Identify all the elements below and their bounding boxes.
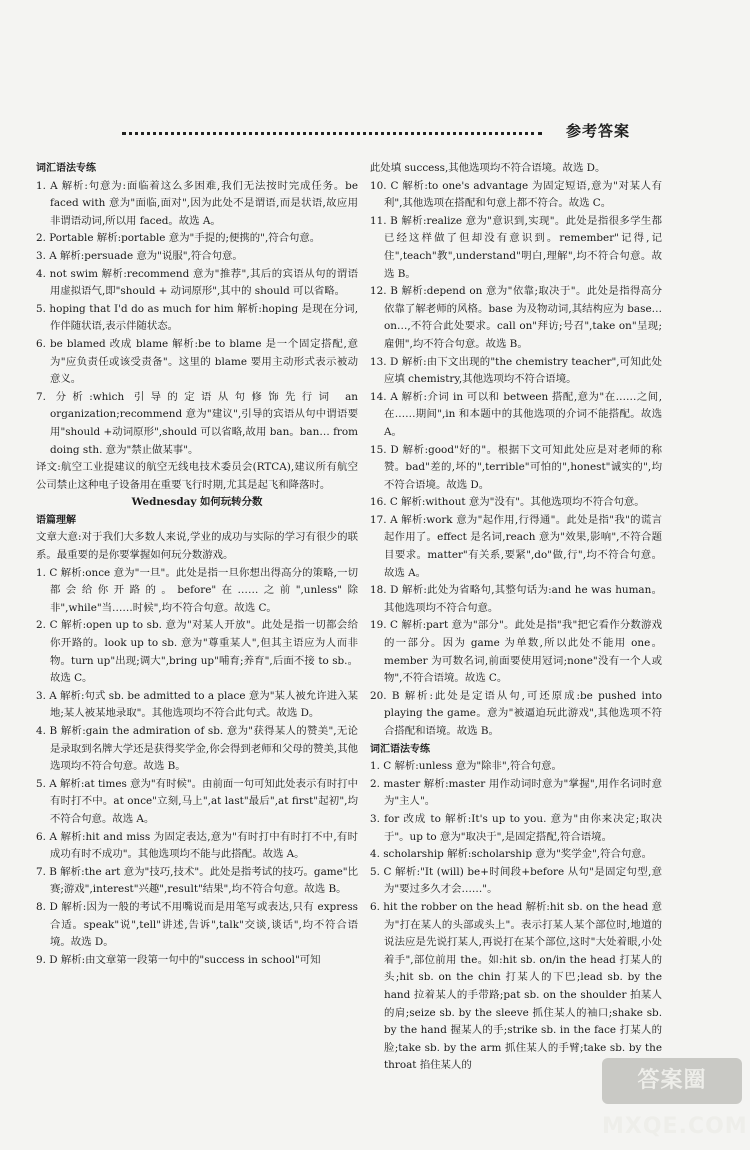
dotted-rule	[122, 132, 542, 135]
section-heading: 词汇语法专练	[36, 163, 96, 174]
answer-item: 14. A 解析:介词 in 可以和 between 搭配,意为"在……之间,在……期间",in 和本题中的其他选项的介词不能搭配。故选 A。	[370, 390, 662, 438]
answer-item: 9. D 解析:由文章第一段第一句中的"success in school"可知	[36, 953, 321, 966]
answer-item: 3. A 解析:句式 sb. be admitted to a place 意为"某人被允许进入某地;某人被某地录取"。其他选项均不符合此句式。故选 D。	[36, 689, 358, 720]
answer-item: 20. B 解析:此处是定语从句,可还原成:be pushed into playing the game。意为"被逼迫玩此游戏",其他选项不符合搭配和语境。故选 B。	[370, 689, 662, 737]
answer-item: 15. D 解析:good"好的"。根据下文可知此处应是对老师的称赞。bad"差的,坏的",terrible"可怕的",honest"诚实的",均不符合语境。故选 D。	[370, 443, 662, 491]
answer-item: 2. C 解析:open up to sb. 意为"对某人开放"。此处是指一切都会给你开路的。look up to sb. 意为"尊重某人",但其主语应为人而非物。turn up"出现;调大",bring up"哺育;养育",后面不接 to sb.。故选 C。	[36, 619, 358, 685]
answer-item: 17. A 解析:work 意为"起作用,行得通"。此处是指"我"的谎言起作用了。effect 是名词,reach 意为"效果,影响",不符合题目要求。matter"有关系,要紧",do"做,行",均不符合句意。故选 A。	[370, 513, 662, 579]
answer-item: 11. B 解析:realize 意为"意识到,实现"。此处是指很多学生都已经这样做了但却没有意识到。remember"记得,记住",teach"教",understand"明白,理解",均不符合句意。故选 B。	[370, 214, 662, 280]
page-header	[0, 118, 750, 148]
answer-item: 10. C 解析:to one's advantage 为固定短语,意为"对某人有利",其他选项在搭配和句意上都不符合。故选 C。	[370, 179, 662, 210]
answer-item: 7. B 解析:the art 意为"技巧,技术"。此处是指考试的技巧。game"比赛;游戏",interest"兴趣",result"结果",均不符合句意。故选 B。	[36, 865, 358, 896]
header-title: 参考答案	[566, 122, 631, 140]
answer-item: 5. C 解析:"It (will) be+时间段+before 从句"是固定句型,意为"要过多久才会……"。	[370, 865, 662, 896]
answer-item: 18. D 解析:此处为省略句,其整句话为:and he was human。其他选项均不符合句意。	[370, 584, 662, 614]
answer-item: 16. C 解析:without 意为"没有"。其他选项均不符合句意。	[370, 496, 645, 509]
answer-item: 19. C 解析:part 意为"部分"。此处是指"我"把它看作分数游戏的一部分。因为 game 为单数,所以此处不能用 one。member 为可数名词,前面要使用冠词;none"没有一个人或物",不符合语境。故选 C。	[370, 619, 662, 685]
answer-item: 1. C 解析:once 意为"一旦"。此处是指一旦你想出得高分的策略,一切都会给你开路的。before"在……之前",unless"除非",while"当……时候",均不符合句意。故选 C。	[36, 566, 358, 614]
answer-item: 1. A 解析:句意为:面临着这么多困难,我们无法按时完成任务。be faced with 意为"面临,面对",因为此处不是谓语,而是状语,故应用非谓语动词,所以用 faced。故选 A。	[36, 179, 358, 227]
answer-item: 12. B 解析:depend on 意为"依靠;取决于"。此处是指得高分依靠了解老师的风格。base 为及物动词,其结构应为 base…on…,不符合此处要求。call on"拜访;号召",take on"呈现;雇佣",均不符合句意。故选 B。	[370, 285, 662, 350]
paragraph: 此处填 success,其他选项均不符合语境。故选 D。	[370, 162, 606, 174]
right-column	[370, 160, 662, 1075]
paragraph: 译文:航空工业提建议的航空无线电技术委员会(RTCA),建议所有航空公司禁止这种电子设备用在重要飞行时期,尤其是起飞和降落时。	[36, 461, 358, 491]
paragraph: 文章大意:对于我们大多数人来说,学业的成功与实际的学习有很少的联系。最重要的是你要掌握如何玩分数游戏。	[36, 531, 358, 562]
lesson-title: Wednesday 如何玩转分数	[131, 496, 263, 509]
answer-item: 8. D 解析:因为一般的考试不用嘴说而是用笔写或表达,只有 express 合适。speak"说",tell"讲述,告诉",talk"交谈,谈话",均不符合语境。故选 D。	[36, 900, 358, 949]
answer-item: 4. scholarship 解析:scholarship 意为"奖学金",符合句意。	[370, 848, 653, 861]
answer-item: 2. master 解析:master 用作动词时意为"掌握",用作名词时意为"主人"。	[370, 777, 662, 808]
answer-item: 6. A 解析:hit and miss 为固定表达,意为"有时打中有时打不中,有时成功有时不成功"。其他选项均不能与此搭配。故选 A。	[36, 830, 358, 861]
answer-item: 5. hoping that I'd do as much for him 解析:hoping 是现在分词,作伴随状语,表示伴随状态。	[36, 302, 358, 333]
answer-item: 2. Portable 解析:portable 意为"手提的;便携的",符合句意。	[36, 232, 321, 245]
section-heading: 词汇语法专练	[370, 743, 430, 755]
answer-item: 6. hit the robber on the head 解析:hit sb. on the head 意为"打在某人的头部或头上"。表示打某人某个部位时,地道的说法应是先说打某人,再说打在某个部位,这时"大处着眼,小处着手",部位前用 the。如:hit sb. on/in the head 打某人的头;hit sb. on the chin 打某人的下巴;lead sb. by the hand 拉着某人的手带路;pat sb. on the shoulder 拍某人的肩;seize sb. by the sleeve 抓住某人的袖口;shake sb. by the hand 握某人的手;strike sb. in the face 打某人的脸;take sb. by the arm 抓住某人的手臂;take sb. by the throat 掐住某人的	[370, 900, 662, 1072]
answer-item: 3. A 解析:persuade 意为"说服",符合句意。	[36, 249, 243, 262]
answer-item: 6. be blamed 改成 blame 解析:be to blame 是一个固定搭配,意为"应负责任或该受责备"。这里的 blame 要用主动形式表示被动意义。	[36, 337, 358, 386]
watermark-logo: 答案圈 MXQE.COM	[602, 1058, 742, 1104]
answer-item: 5. A 解析:at times 意为"有时候"。由前面一句可知此处表示有时打中有时打不中。at once"立刻,马上",at last"最后",at first"起初",均不符合句意。故选 A。	[36, 777, 358, 825]
answer-item: 4. not swim 解析:recommend 意为"推荐",其后的宾语从句的谓语用虚拟语气,即"should + 动词原形",其中的 should 可以省略。	[36, 267, 358, 298]
answer-item: 7. 分析:which 引导的定语从句修饰先行词 an organization;recommend 意为"建议",引导的宾语从句中谓语要用"should +动词原形",should 可以省略,故用 ban。ban… from doing sth. 意为"禁止做某事"。	[36, 390, 358, 456]
answer-item: 4. B 解析:gain the admiration of sb. 意为"获得某人的赞美",无论是录取到名牌大学还是获得奖学金,你会得到老师和父母的赞美,其他选项均不符合句意。故选 B。	[36, 725, 358, 773]
answer-item: 1. C 解析:unless 意为"除非",符合句意。	[370, 760, 562, 773]
left-column	[36, 160, 358, 969]
answer-item: 3. for 改成 to 解析:It's up to you. 意为"由你来决定;取决于"。up to 意为"取决于",是固定搭配,符合语境。	[370, 812, 662, 843]
section-heading: 语篇理解	[36, 514, 76, 526]
answer-item: 13. D 解析:由下文出现的"the chemistry teacher",可知此处应填 chemistry,其他选项均不符合语境。	[370, 355, 662, 386]
